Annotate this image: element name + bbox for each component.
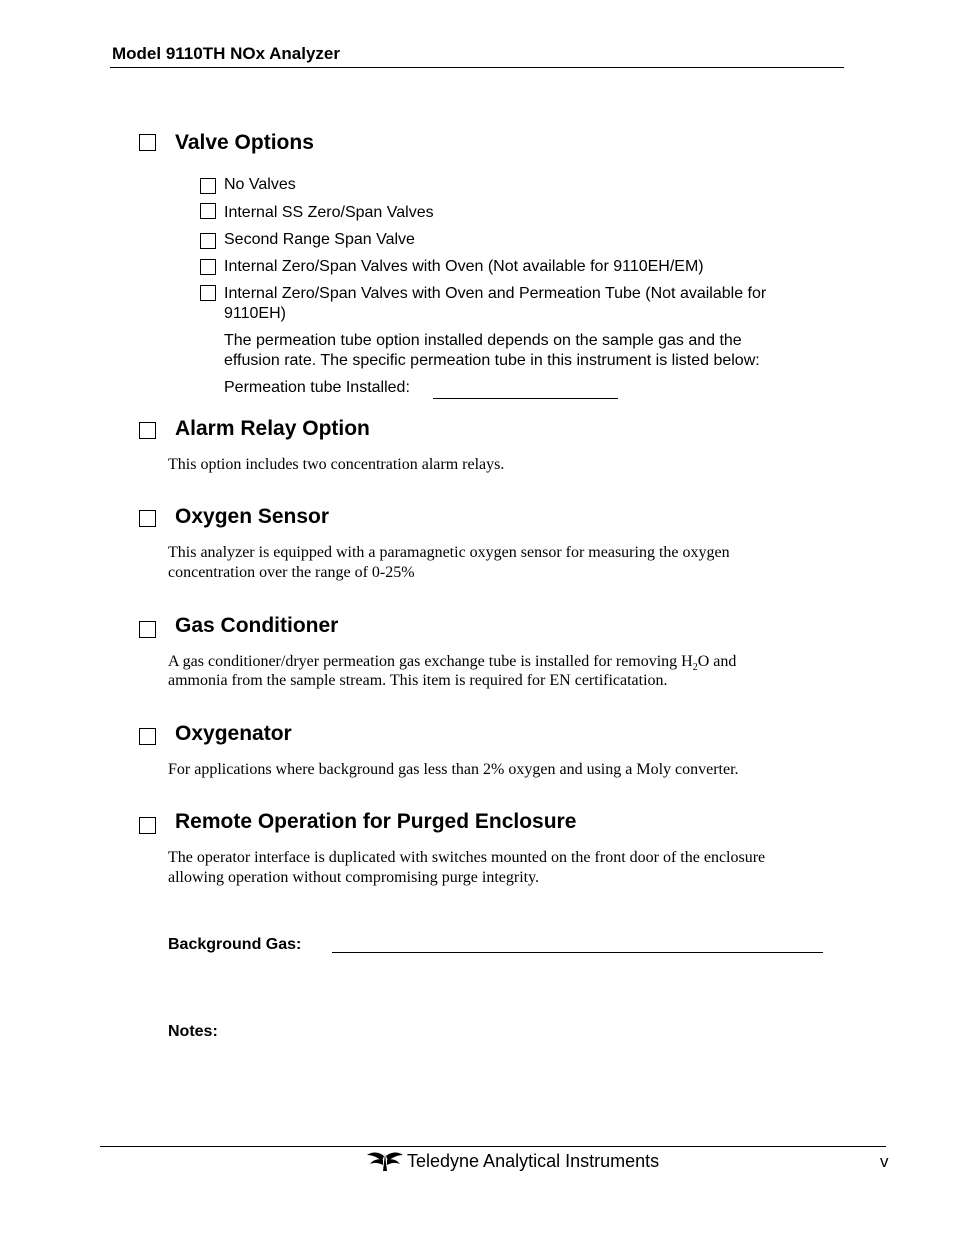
valve-options-checkbox[interactable] xyxy=(139,134,156,151)
background-gas-label: Background Gas: xyxy=(168,936,302,953)
oxygenator-heading: Oxygenator xyxy=(175,722,292,745)
notes-label: Notes: xyxy=(168,1023,218,1040)
zero-span-oven-perm-label: Internal Zero/Span Valves with Oven and Permeation Tube (Not available for xyxy=(224,285,767,302)
oxygenator-text: For applications where background gas less than 2% oxygen and using a Moly converter. xyxy=(168,761,739,778)
valve-options-heading: Valve Options xyxy=(175,131,314,154)
gas-conditioner-text-post: O and xyxy=(697,653,737,670)
gas-conditioner-checkbox[interactable] xyxy=(139,621,156,638)
no-valves-checkbox[interactable] xyxy=(200,178,216,194)
header-rule xyxy=(110,67,844,68)
teledyne-logo-icon xyxy=(366,1150,404,1177)
alarm-relay-heading: Alarm Relay Option xyxy=(175,417,370,440)
no-valves-label: No Valves xyxy=(224,176,296,193)
remote-operation-heading: Remote Operation for Purged Enclosure xyxy=(175,810,577,833)
perm-note-line2: effusion rate. The specific permeation tube in this instrument is listed below: xyxy=(224,352,760,369)
remote-operation-text-line2: allowing operation without compromising purge integrity. xyxy=(168,869,540,886)
oxygen-sensor-checkbox[interactable] xyxy=(139,510,156,527)
h2o-subscript: 2 xyxy=(692,662,698,674)
oxygen-sensor-text-line2: concentration over the range of 0-25% xyxy=(168,564,415,581)
second-range-span-label: Second Range Span Valve xyxy=(224,231,415,248)
perm-installed-label: Permeation tube Installed: xyxy=(224,379,410,396)
second-range-span-checkbox[interactable] xyxy=(200,233,216,249)
background-gas-fill-line[interactable] xyxy=(332,952,823,953)
footer-rule xyxy=(100,1146,886,1147)
internal-ss-zero-span-label: Internal SS Zero/Span Valves xyxy=(224,204,434,221)
oxygen-sensor-text-line1: This analyzer is equipped with a paramagnetic oxygen sensor for measuring the oxygen xyxy=(168,544,730,561)
zero-span-oven-checkbox[interactable] xyxy=(200,259,216,275)
perm-installed-fill-line[interactable] xyxy=(433,398,618,399)
alarm-relay-text: This option includes two concentration alarm relays. xyxy=(168,456,505,473)
perm-note-line1: The permeation tube option installed depends on the sample gas and the xyxy=(224,332,742,349)
page-header-title: Model 9110TH NOx Analyzer xyxy=(112,44,341,63)
remote-operation-checkbox[interactable] xyxy=(139,817,156,834)
footer-company: Teledyne Analytical Instruments xyxy=(407,1151,660,1171)
gas-conditioner-heading: Gas Conditioner xyxy=(175,614,339,637)
zero-span-oven-perm-checkbox[interactable] xyxy=(200,285,216,301)
alarm-relay-checkbox[interactable] xyxy=(139,422,156,439)
remote-operation-text-line1: The operator interface is duplicated with switches mounted on the front door of the enclosure xyxy=(168,849,766,866)
gas-conditioner-text-pre: A gas conditioner/dryer permeation gas exchange tube is installed for removing H xyxy=(168,653,693,670)
zero-span-oven-perm-label-cont: 9110EH) xyxy=(224,305,286,322)
internal-ss-zero-span-checkbox[interactable] xyxy=(200,203,216,219)
zero-span-oven-label: Internal Zero/Span Valves with Oven (Not available for 9110EH/EM) xyxy=(224,258,704,275)
gas-conditioner-text-line2: ammonia from the sample stream. This item is required for EN certificatation. xyxy=(168,672,668,689)
page-number: v xyxy=(880,1152,889,1171)
oxygenator-checkbox[interactable] xyxy=(139,728,156,745)
oxygen-sensor-heading: Oxygen Sensor xyxy=(175,505,330,528)
